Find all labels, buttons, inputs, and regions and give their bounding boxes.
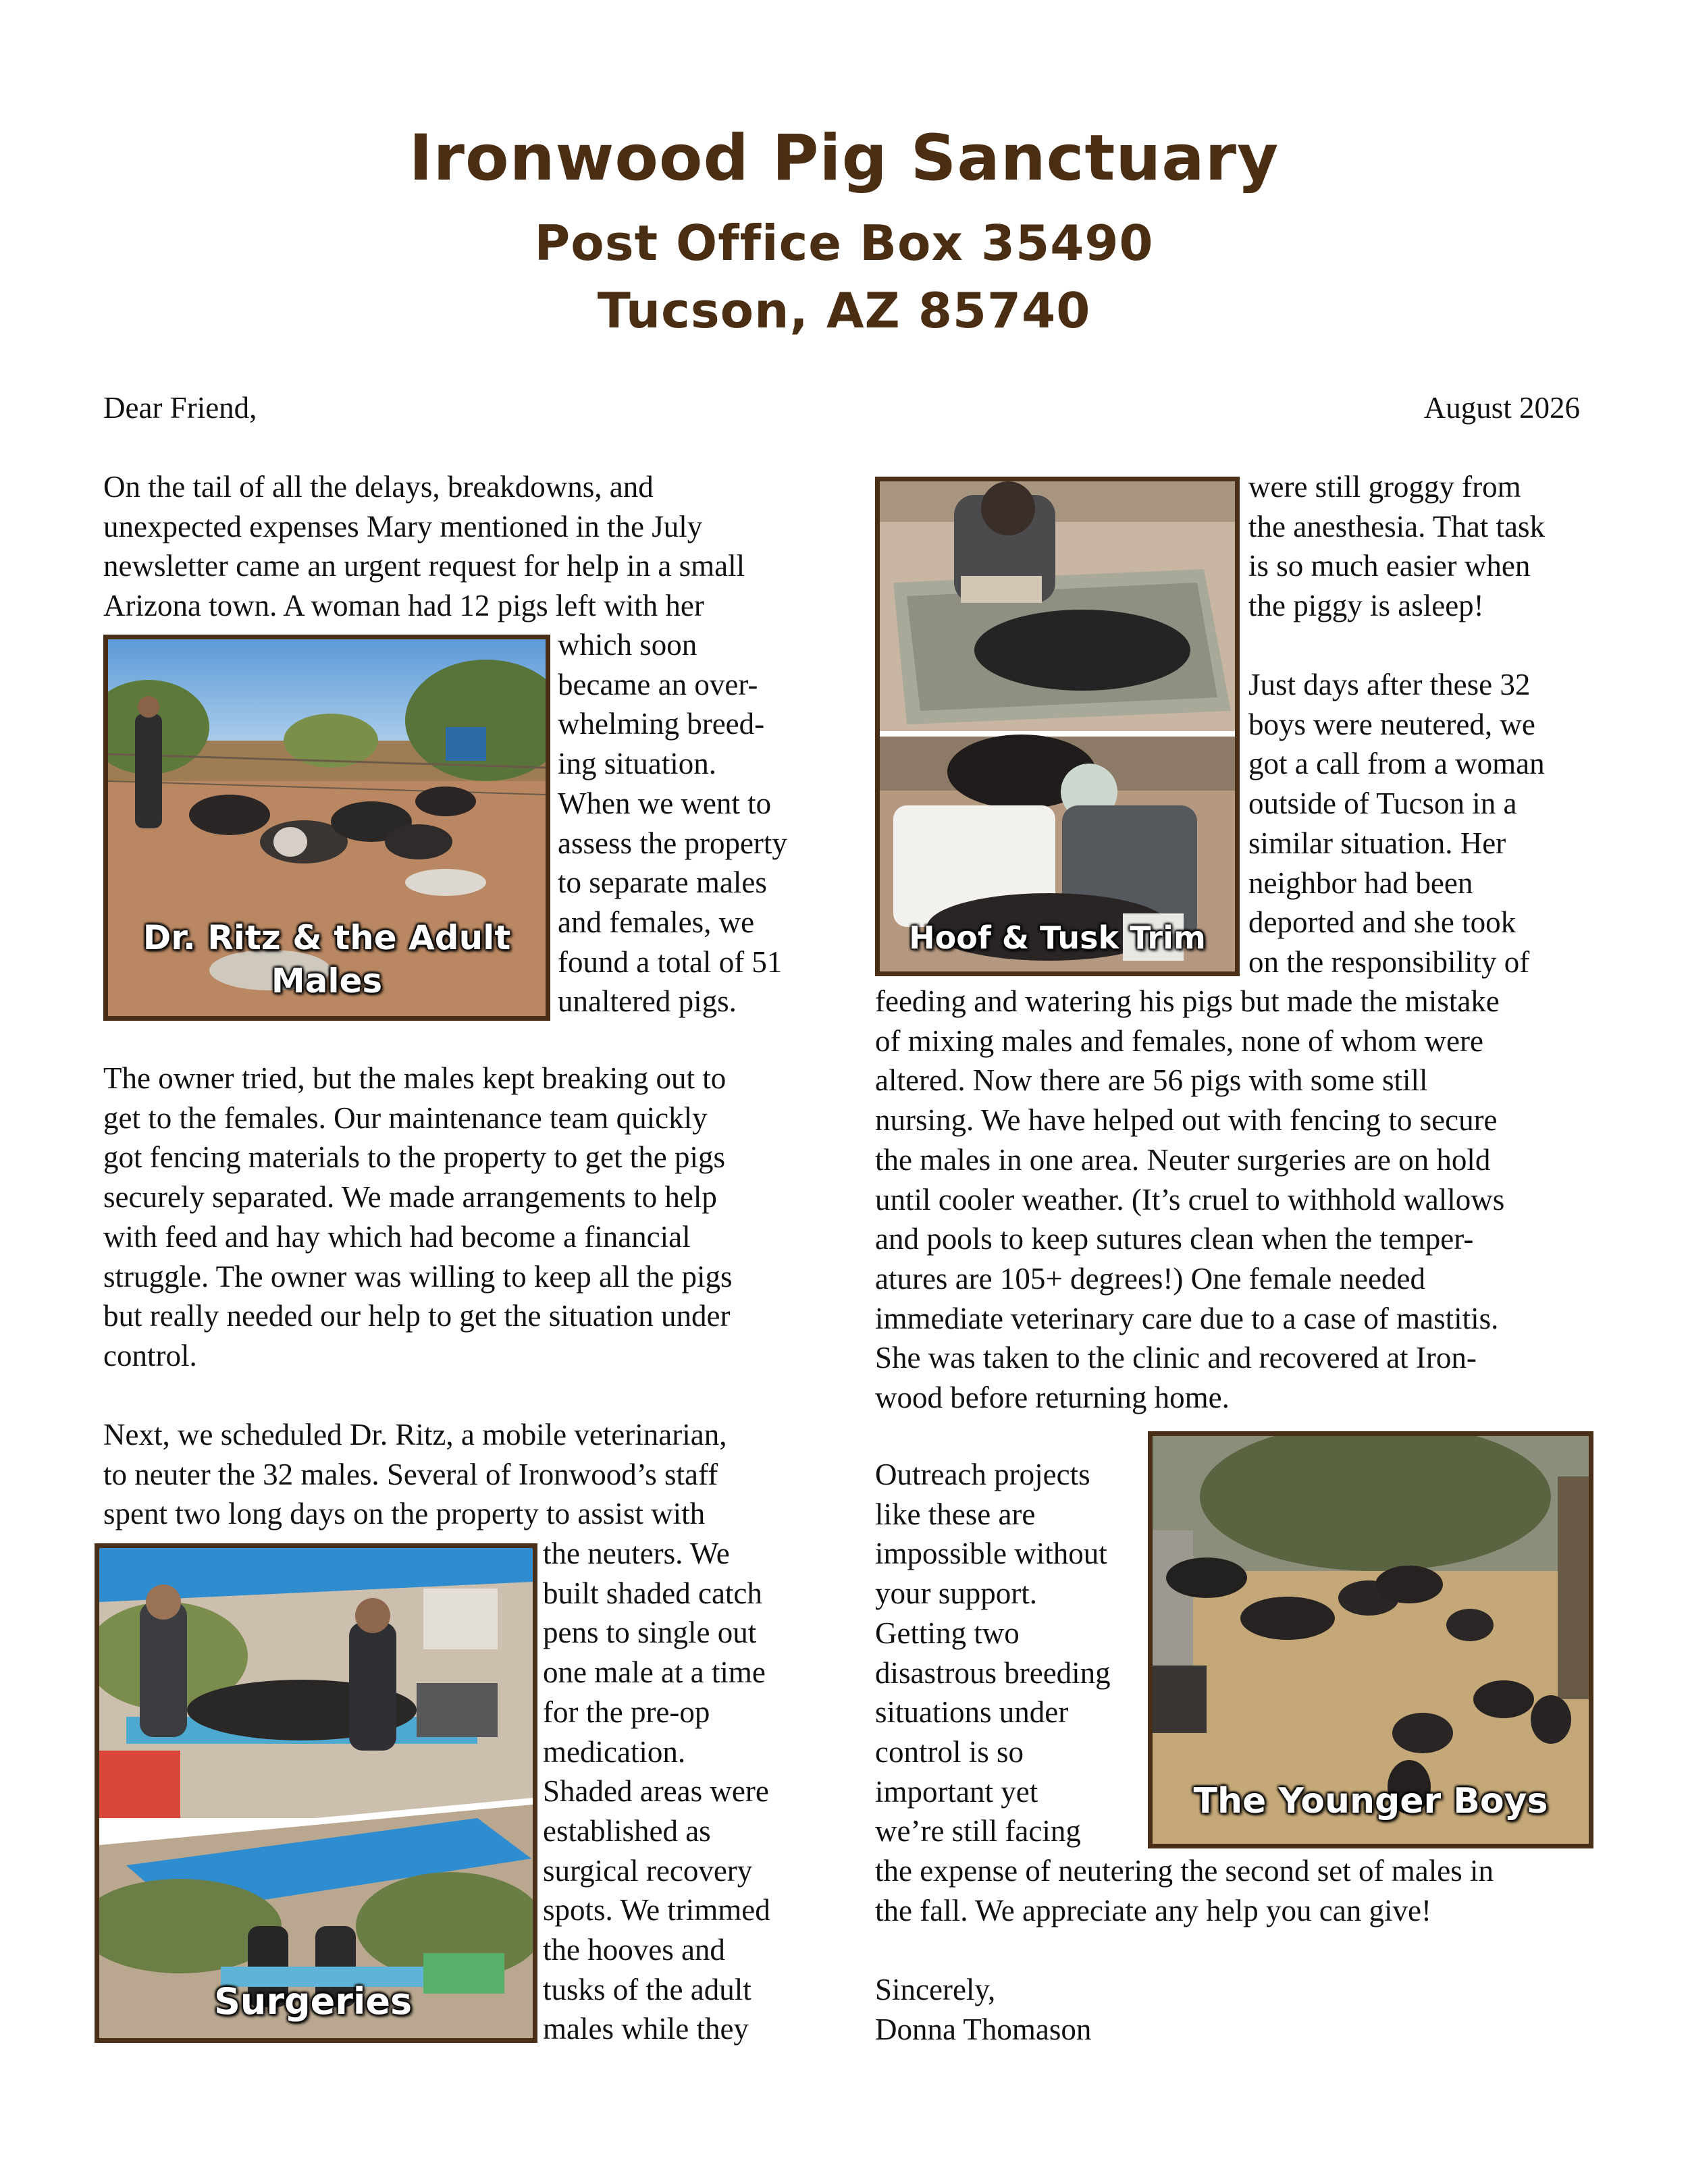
closing (875, 1970, 1091, 2049)
text-line: on the responsibility of (1248, 944, 1530, 979)
text-line: is so much easier when (1248, 549, 1531, 583)
text-line: When we went to (558, 786, 772, 820)
text-line: of mixing males and females, none of whom were (875, 1023, 1483, 1058)
text-line: deported and she took (1248, 905, 1516, 940)
text-line: situations under (875, 1695, 1069, 1730)
letter-date: August 2026 (1423, 391, 1580, 425)
text-line: medication. (543, 1734, 686, 1769)
text-line: until cooler weather. (It’s cruel to withhold wallows (875, 1182, 1505, 1217)
text-line: like these are (875, 1497, 1036, 1531)
right-paragraph-2-full (875, 982, 1504, 1418)
text-line: feeding and watering his pigs but made the mistake (875, 984, 1500, 1018)
text-line: unaltered pigs. (558, 984, 737, 1019)
photo-caption (108, 916, 546, 1003)
right-paragraph-2 (1248, 665, 1545, 982)
text-line: boys were neutered, we (1248, 707, 1535, 741)
text-line: surgical recovery (543, 1853, 753, 1888)
caption-line: Males (271, 961, 383, 1001)
text-line: which soon (558, 628, 697, 662)
right-paragraph-1 (1248, 467, 1545, 626)
text-line: Arizona town. A woman had 12 pigs left with her (103, 589, 704, 623)
text-line: newsletter came an urgent request for help in a small (103, 549, 745, 583)
text-line: Next, we scheduled Dr. Ritz, a mobile veterinarian, (103, 1418, 727, 1451)
text-line: ing situation. (558, 747, 716, 781)
text-line: immediate veterinary care due to a case of mastitis. (875, 1301, 1499, 1335)
text-line: She was taken to the clinic and recovered at Iron- (875, 1341, 1477, 1375)
text-line: spots. We trimmed (543, 1893, 770, 1927)
text-line: securely separated. We made arrangements to help (103, 1180, 717, 1215)
text-line: with feed and hay which had become a financial (103, 1219, 691, 1254)
text-line: Just days after these 32 (1248, 668, 1531, 701)
text-line: get to the females. Our maintenance team quickly (103, 1100, 708, 1135)
text-line: atures are 105+ degrees!) One female needed (875, 1261, 1425, 1296)
text-line: Shaded areas were (543, 1774, 769, 1809)
text-line: we’re still facing (875, 1814, 1081, 1848)
left-paragraph-2 (103, 1059, 733, 1376)
closing-text: Sincerely, (875, 1973, 996, 2006)
text-line: Getting two (875, 1616, 1020, 1650)
text-line: similar situation. Her (1248, 826, 1506, 860)
text-line: got fencing materials to the property to get the pigs (103, 1140, 726, 1175)
text-line: the anesthesia. That task (1248, 509, 1546, 543)
caption-line: Dr. Ritz & the Adult (142, 918, 511, 957)
text-line: to separate males (558, 865, 767, 900)
text-line: disastrous breeding (875, 1655, 1111, 1690)
text-line: impossible without (875, 1537, 1107, 1571)
text-line: nursing. We have helped out with fencing to secure (875, 1103, 1498, 1138)
text-line: established as (543, 1813, 711, 1848)
text-line: control. (103, 1338, 197, 1373)
text-line: unexpected expenses Mary mentioned in the July (103, 509, 703, 543)
text-line: and pools to keep sutures clean when the temper- (875, 1222, 1474, 1256)
text-line: for the pre-op (543, 1695, 710, 1729)
text-line: wood before returning home. (875, 1381, 1230, 1415)
photo-caption: Surgeries (214, 1980, 413, 2023)
left-paragraph-3-wrap (543, 1534, 770, 2049)
text-line: to neuter the 32 males. Several of Ironwood’s staff (103, 1457, 718, 1491)
text-line: tusks of the adult (543, 1972, 751, 2006)
text-line: one male at a time (543, 1655, 766, 1690)
right-paragraph-3 (875, 1455, 1111, 1851)
text-line: neighbor had been (1248, 865, 1473, 900)
text-line: The owner tried, but the males kept breaking out to (103, 1061, 727, 1095)
text-line: the fall. We appreciate any help you can give! (875, 1893, 1431, 1927)
text-line: males while they (543, 2012, 749, 2046)
left-paragraph-3 (103, 1415, 727, 1534)
salutation: Dear Friend, (103, 391, 257, 425)
text-line: found a total of 51 (558, 944, 783, 979)
text-line: struggle. The owner was willing to keep all the pigs (103, 1259, 733, 1294)
text-line: spent two long days on the property to assist with (103, 1497, 706, 1531)
text-line: the hooves and (543, 1933, 725, 1967)
text-line: and females, we (558, 905, 755, 939)
text-line: altered. Now there are 56 pigs with some still (875, 1063, 1428, 1098)
text-line: important yet (875, 1774, 1038, 1809)
text-line: the expense of neutering the second set of males in (875, 1854, 1494, 1888)
signature-name: Donna Thomason (875, 2012, 1092, 2046)
photo-caption: Hoof & Tusk Trim (909, 920, 1206, 956)
text-line: but really needed our help to get the situation under (103, 1299, 731, 1333)
text-line: the piggy is asleep! (1248, 589, 1484, 623)
sanctuary-name: Ironwood Pig Sanctuary (408, 122, 1280, 195)
text-line: got a call from a woman (1248, 747, 1545, 781)
left-paragraph-1-wrap (558, 625, 787, 1021)
text-line: built shaded catch (543, 1576, 762, 1610)
left-paragraph-1 (103, 467, 745, 626)
text-line: became an over- (558, 667, 758, 701)
text-line: Outreach projects (875, 1458, 1090, 1491)
photo-adult-males (103, 635, 550, 1021)
text-line: pens to single out (543, 1616, 757, 1650)
hoof-trim-image (880, 481, 1235, 971)
surgeries-image (99, 1548, 533, 2038)
photo-caption: The Younger Boys (1193, 1781, 1548, 1821)
text-line: were still groggy from (1248, 470, 1521, 504)
right-paragraph-3-full (875, 1851, 1494, 1930)
text-line: the neuters. We (543, 1537, 730, 1570)
photo-hoof-tusk-trim (875, 477, 1240, 976)
text-line: the males in one area. Neuter surgeries are on hold (875, 1142, 1491, 1177)
address-po-box: Post Office Box 35490 (534, 215, 1154, 271)
text-line: your support. (875, 1576, 1037, 1611)
photo-surgeries (95, 1543, 537, 2043)
address-city: Tucson, AZ 85740 (597, 282, 1091, 339)
text-line: assess the property (558, 826, 787, 860)
text-line: outside of Tucson in a (1248, 787, 1517, 821)
text-line: whelming breed- (558, 707, 765, 741)
photo-younger-boys (1148, 1431, 1593, 1848)
text-line: control is so (875, 1734, 1024, 1769)
text-line: On the tail of all the delays, breakdowns, and (103, 470, 654, 504)
